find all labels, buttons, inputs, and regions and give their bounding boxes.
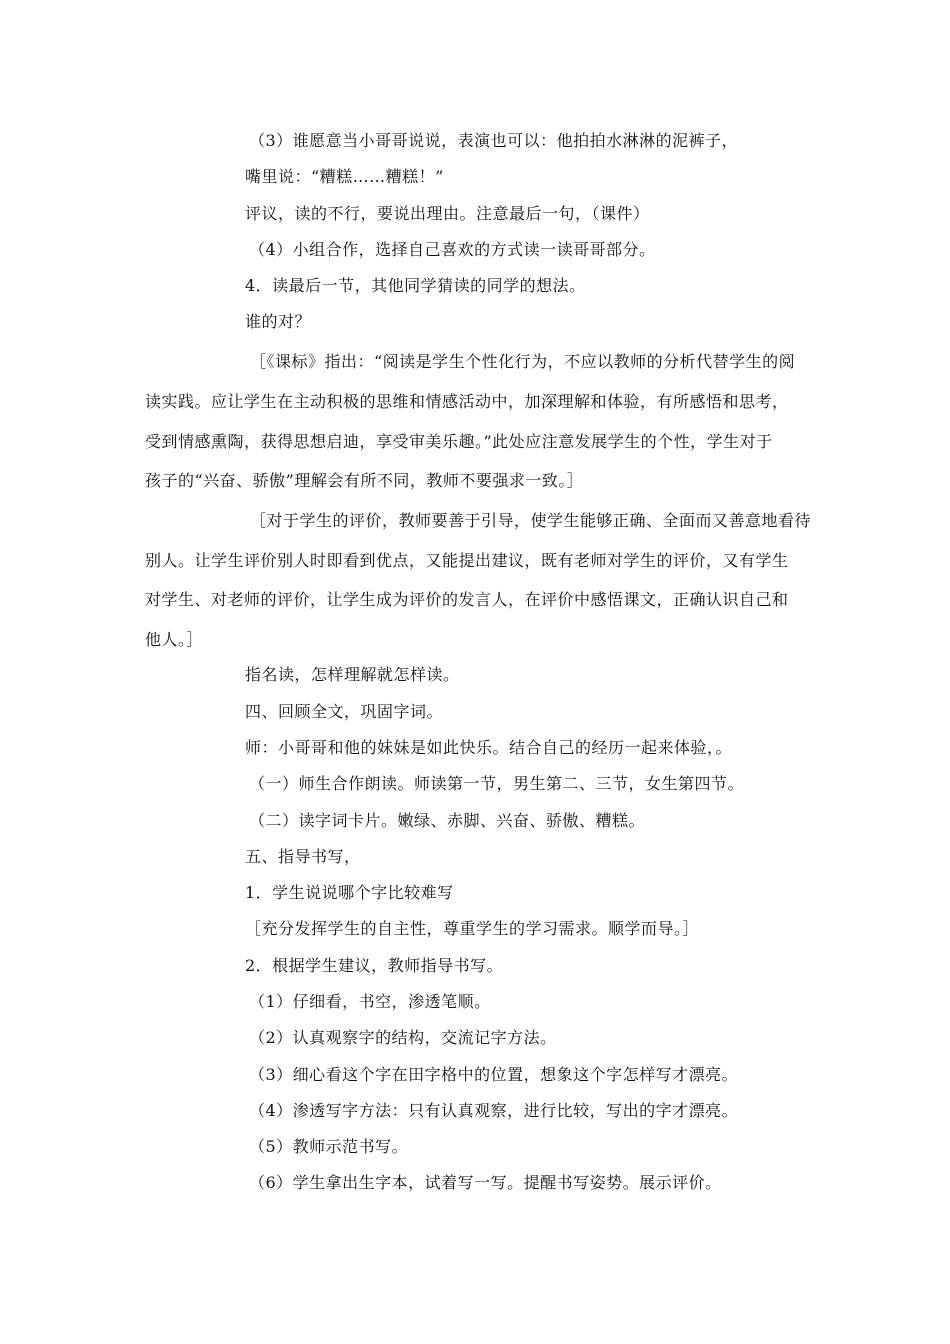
text-line: （3）谁愿意当小哥哥说说，表演也可以：他拍拍水淋淋的泥裤子， <box>249 131 739 150</box>
text-line: 2．根据学生建议，教师指导书写。 <box>245 956 504 975</box>
text-line: ［《课标》指出：“阅读是学生个性化行为，不应以教师的分析代替学生的阅 <box>250 352 796 371</box>
text-line: 谁的对？ <box>245 312 312 331</box>
text-line: （4）渗透写字方法：只有认真观察，进行比较，写出的字才漂亮。 <box>249 1101 739 1120</box>
text-line: ［充分发挥学生的自主性，尊重学生的学习需求。顺学而导。］ <box>245 919 700 938</box>
text-line: 五、指导书写， <box>245 847 361 866</box>
text-line: 4．读最后一节，其他同学猜读的同学的想法。 <box>245 276 586 295</box>
text-line: 评议，读的不行，要说出理由。注意最后一句，（课件） <box>245 204 650 223</box>
text-line: 读实践。应让学生在主动积极的思维和情感活动中，加深理解和体验，有所感悟和思考， <box>145 392 789 411</box>
text-line: （1）仔细看，书空，渗透笔顺。 <box>249 992 491 1011</box>
text-line: 师：小哥哥和他的妹妹是如此快乐。结合自己的经历一起来体验，。 <box>245 738 733 757</box>
text-line: 他人。］ <box>145 630 204 649</box>
text-line: 嘴里说：“糟糕……糟糕！” <box>245 167 444 186</box>
text-line: ［对于学生的评价，教师要善于引导，使学生能够正确、全面而又善意地看待 <box>250 511 812 530</box>
text-line: 指名读，怎样理解就怎样读。 <box>245 665 460 684</box>
text-line: （4）小组合作，选择自己喜欢的方式读一读哥哥部分。 <box>249 240 656 259</box>
text-line: （6）学生拿出生字本，试着写一写。提醒书写姿势。展示评价。 <box>249 1173 722 1192</box>
text-line: 四、回顾全文，巩固字词。 <box>245 702 444 721</box>
text-line: 别人。让学生评价别人时即看到优点，又能提出建议，既有老师对学生的评价，又有学生 <box>145 551 789 570</box>
text-line: 对学生、对老师的评价，让学生成为评价的发言人，在评价中感悟课文，正确认识自己和 <box>145 590 789 609</box>
text-line: （二）读字词卡片。嫩绿、赤脚、兴奋、骄傲、糟糕。 <box>249 811 646 830</box>
text-line: 孩子的“兴奋、骄傲”理解会有所不同，教师不要强求一致。］ <box>145 471 584 490</box>
text-line: 受到情感熏陶，获得思想启迪，享受审美乐趣。”此处应注意发展学生的个性，学生对于 <box>145 432 773 451</box>
text-line: （3）细心看这个字在田字格中的位置，想象这个字怎样写才漂亮。 <box>249 1065 739 1084</box>
text-line: （5）教师示范书写。 <box>249 1137 409 1156</box>
text-line: （一）师生合作朗读。师读第一节，男生第二、三节，女生第四节。 <box>249 774 745 793</box>
text-line: 1．学生说说哪个字比较难写 <box>245 883 454 902</box>
text-line: （2）认真观察字的结构，交流记字方法。 <box>249 1028 557 1047</box>
